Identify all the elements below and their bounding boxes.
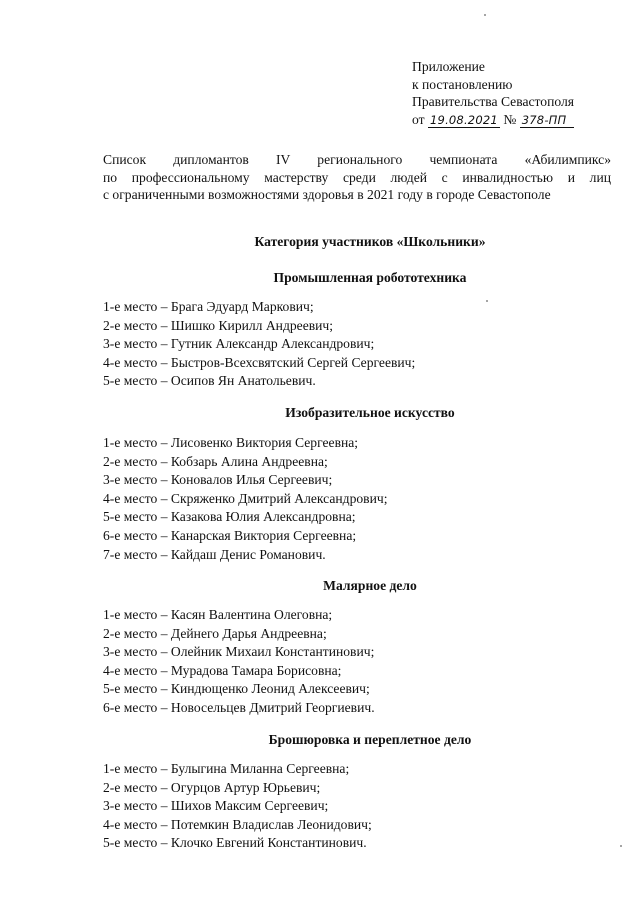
list-item: 3-е место – Гутник Александр Александрович; xyxy=(103,336,375,352)
intro-paragraph xyxy=(103,151,611,204)
list-item: 3-е место – Олейник Михаил Константинович; xyxy=(103,644,375,660)
list-item: 7-е место – Кайдаш Денис Романович. xyxy=(103,546,326,562)
handwritten-date: 19.08.2021 xyxy=(428,114,500,128)
list-item: 5-е место – Осипов Ян Анатольевич. xyxy=(103,373,316,389)
section-title-bookbinding: Брошюровка и переплетное дело xyxy=(268,732,472,747)
list-item: 6-е место – Канарская Виктория Сергеевна; xyxy=(103,527,357,543)
section-title-painting: Малярное дело xyxy=(323,578,417,593)
list-robotics xyxy=(103,298,415,391)
list-painting xyxy=(103,606,375,718)
appendix-authority: Правительства Севастополя xyxy=(412,94,575,109)
appendix-title: Приложение xyxy=(412,59,485,74)
list-item: 4-е место – Потемкин Владислав Леонидович; xyxy=(103,816,372,832)
scan-speck xyxy=(484,14,486,16)
list-item: 4-е место – Быстров-Всехсвятский Сергей Сергеевич; xyxy=(103,354,416,370)
list-item: 3-е место – Шихов Максим Сергеевич; xyxy=(103,798,329,814)
list-item: 1-е место – Брага Эдуард Маркович; xyxy=(103,299,314,314)
list-item: 5-е место – Казакова Юлия Александровна; xyxy=(103,509,356,525)
category-heading: Категория участников «Школьники» xyxy=(254,234,486,249)
list-item: 1-е место – Лисовенко Виктория Сергеевна; xyxy=(103,435,359,450)
date-prefix: от xyxy=(412,111,425,127)
list-item: 2-е место – Огурцов Артур Юрьевич; xyxy=(103,779,321,795)
number-prefix: № xyxy=(503,111,517,127)
list-item: 2-е место – Дейнего Дарья Андреевна; xyxy=(103,625,327,641)
list-item: 4-е место – Скряженко Дмитрий Александрович; xyxy=(103,490,388,506)
list-item: 6-е место – Новосельцев Дмитрий Георгиевич. xyxy=(103,699,375,715)
list-item: 2-е место – Шишко Кирилл Андреевич; xyxy=(103,317,334,333)
list-item: 1-е место – Булыгина Миланна Сергеевна; xyxy=(103,761,350,776)
list-item: 5-е место – Киндющенко Леонид Алексеевич; xyxy=(103,681,370,697)
appendix-reference: к постановлению xyxy=(412,76,513,92)
scan-speck xyxy=(620,845,622,847)
appendix-block xyxy=(412,58,574,128)
scan-speck xyxy=(486,300,488,302)
intro-line-1: Список дипломантов IV регионального чемпионата «Абилимпикс» xyxy=(103,152,611,167)
appendix-date-line xyxy=(412,111,574,129)
handwritten-number: 378-ПП xyxy=(520,114,574,128)
intro-line-3: с ограниченными возможностями здоровья в 2021 году в городе Севастополе xyxy=(103,187,551,202)
list-item: 1-е место – Касян Валентина Олеговна; xyxy=(103,607,333,622)
section-title-robotics: Промышленная робототехника xyxy=(273,270,467,285)
section-title-fine-art: Изобразительное искусство xyxy=(285,405,455,420)
list-item: 2-е место – Кобзарь Алина Андреевна; xyxy=(103,453,328,469)
list-item: 3-е место – Коновалов Илья Сергеевич; xyxy=(103,472,333,488)
list-item: 5-е место – Клочко Евгений Константинович. xyxy=(103,835,367,851)
list-item: 4-е место – Мурадова Тамара Борисовна; xyxy=(103,662,342,678)
list-bookbinding xyxy=(103,760,372,853)
intro-line-2: по профессиональному мастерству среди людей с инвалидностью и лиц xyxy=(103,169,611,185)
list-fine-art xyxy=(103,434,388,564)
